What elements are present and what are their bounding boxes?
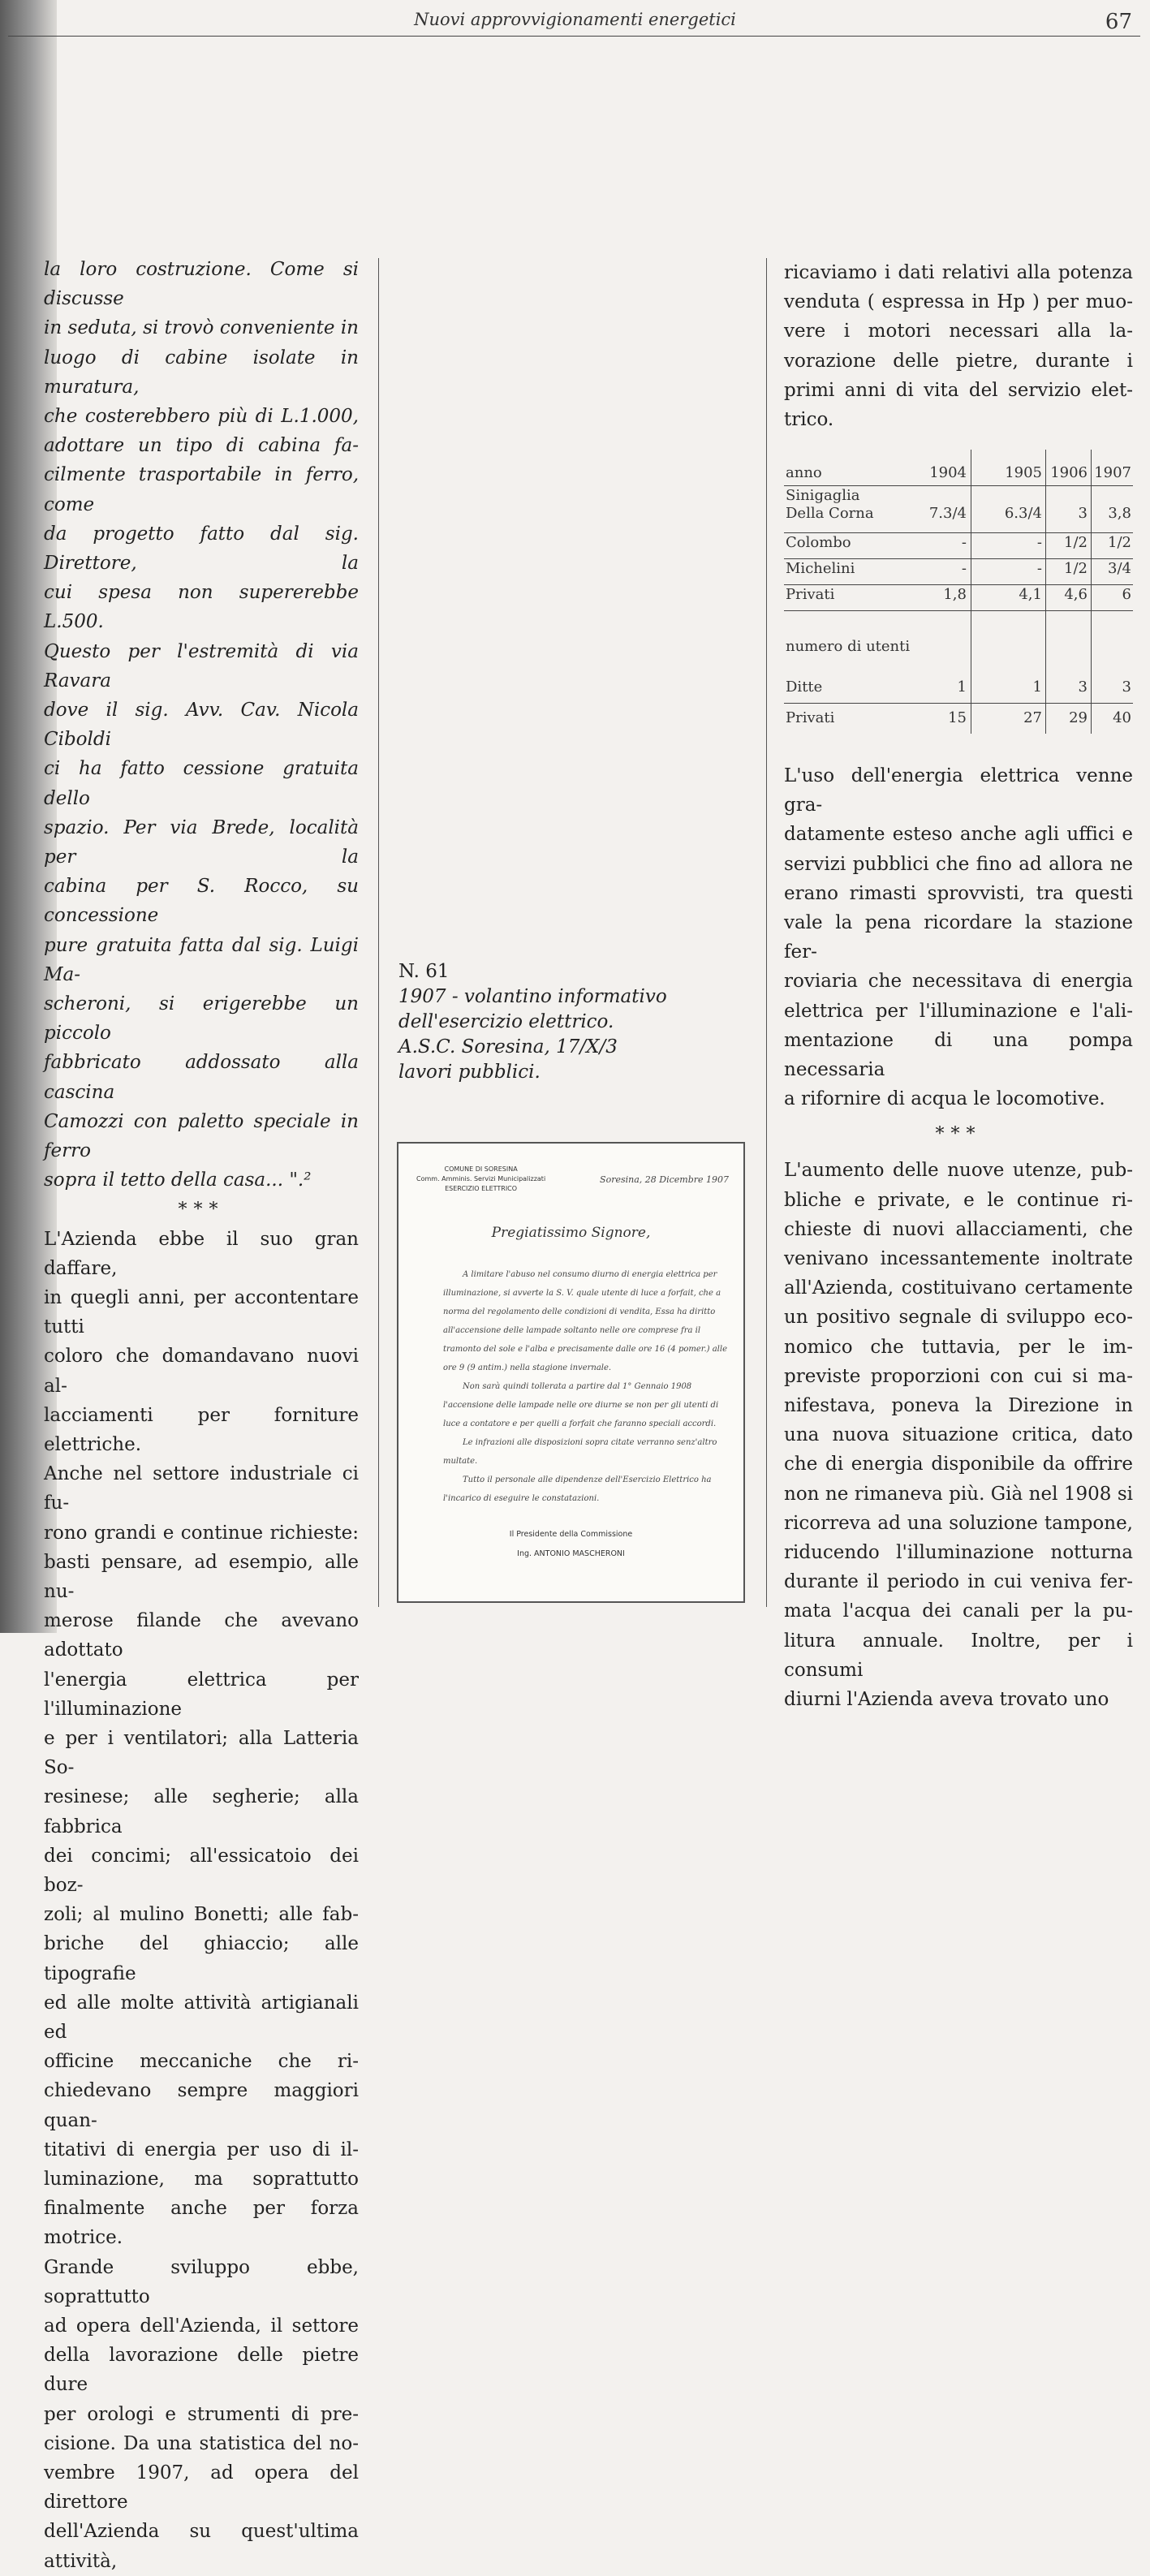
text-line: coloro che domandavano nuovi al-	[44, 1346, 359, 1397]
table-header-cell: anno	[786, 464, 822, 481]
text-line: trico.	[784, 409, 834, 431]
text-line: ad opera dell'Azienda, il settore	[44, 2315, 359, 2337]
flyer-signature	[398, 1525, 743, 1564]
text-line: ci ha fatto cessione gratuita dello	[44, 758, 359, 809]
text-line: Grande sviluppo ebbe, soprattutto	[44, 2256, 359, 2307]
table-cell: 4,6	[1064, 586, 1088, 603]
text-line: L'Azienda ebbe il suo gran daffare,	[44, 1228, 359, 1279]
letterhead-line: ESERCIZIO ELETTRICO	[445, 1185, 518, 1192]
table-cell: 1/2	[1064, 560, 1088, 577]
flyer-image	[397, 1142, 745, 1603]
text-line: vere i motori necessari alla la-	[784, 321, 1133, 342]
letterhead-line: COMUNE DI SORESINA	[444, 1165, 518, 1173]
text-line: ed alle molte attività artigianali ed	[44, 1992, 359, 2043]
table-header-cell: 1905	[1005, 464, 1042, 481]
text-line: un positivo segnale di sviluppo eco-	[784, 1307, 1133, 1329]
table-rule	[784, 485, 1133, 486]
text-line: cilmente trasportabile in ferro, come	[44, 464, 359, 515]
table-cell: 6	[1122, 586, 1131, 603]
body-paragraph	[784, 761, 1133, 1114]
text-line: e per i ventilatori; alla Latteria So-	[44, 1727, 359, 1779]
table-rule	[784, 610, 1133, 611]
table-rule	[784, 532, 1133, 533]
text-line: una nuova situazione critica, dato	[784, 1424, 1133, 1446]
text-line: sopra il tetto della casa... ".²	[44, 1170, 312, 1191]
text-line: servizi pubblici che fino ad allora ne	[784, 853, 1133, 875]
text-line: Questo per l'estremità di via Ravara	[44, 640, 359, 691]
running-title: Nuovi approvvigionamenti energetici	[414, 10, 736, 29]
text-line: della lavorazione delle pietre dure	[44, 2345, 359, 2396]
flyer-paragraph: Non sarà quindi tollerata a partire dal 1° Gennaio 1908 l'accensione delle lampade nelle ore diurne se non per gli utenti di luce a contatore e per quelli a forfait che faranno speciali accordi.	[443, 1382, 719, 1428]
figure-number: N. 61	[398, 961, 450, 982]
text-line: mata l'acqua dei canali per la pu-	[784, 1600, 1133, 1622]
text-line: chieste di nuovi allacciamenti, che	[784, 1218, 1133, 1240]
text-line: erano rimasti sprovvisti, tra questi	[784, 882, 1133, 904]
right-column-body	[784, 761, 1133, 1714]
signature-title: Il Presidente della Commissione	[509, 1530, 633, 1539]
text-line: dei concimi; all'essicatoio dei boz-	[44, 1845, 359, 1896]
column-rule-right	[766, 258, 767, 1607]
text-line: ricaviamo i dati relativi alla potenza	[784, 262, 1133, 283]
text-line: finalmente anche per forza motrice.	[44, 2198, 359, 2249]
text-line: resinese; alle segherie; alla fabbrica	[44, 1786, 359, 1837]
table-cell: 1,8	[943, 586, 967, 603]
table-cell: 3	[1078, 505, 1088, 522]
quoted-passage	[44, 255, 359, 1195]
text-line: scheroni, si erigerebbe un piccolo	[44, 993, 359, 1045]
text-line: nomico che tuttavia, per le im-	[784, 1336, 1133, 1358]
text-line: elettrica per l'illuminazione e l'ali-	[784, 1000, 1133, 1022]
text-line: ricorreva ad una soluzione tampone,	[784, 1512, 1133, 1534]
table-cell: -	[961, 560, 967, 577]
text-line: durante il periodo in cui veniva fer-	[784, 1571, 1133, 1593]
text-line: L'uso dell'energia elettrica venne gra-	[784, 765, 1133, 816]
column-rule-left	[378, 258, 379, 1607]
table-cell: 15	[948, 709, 967, 726]
right-column-intro	[784, 258, 1133, 434]
table-cell: 40	[1113, 709, 1131, 726]
text-line: non ne rimaneva più. Già nel 1908 si	[784, 1483, 1133, 1505]
table-cell: 1	[1032, 678, 1042, 696]
text-line: la loro costruzione. Come si discusse	[44, 259, 359, 310]
text-line: primi anni di vita del servizio elet-	[784, 379, 1133, 401]
table-cell: -	[961, 534, 967, 551]
page-number: 67	[1105, 10, 1132, 34]
table-header-cell: 1907	[1094, 464, 1131, 481]
text-line: l'energia elettrica per l'illuminazione	[44, 1669, 359, 1720]
table-cell: 4,1	[1019, 586, 1042, 603]
text-line: litura annuale. Inoltre, per i consumi	[784, 1630, 1133, 1681]
text-line: cui spesa non supererebbe L.500.	[44, 582, 359, 633]
text-line: venivano incessantemente inoltrate	[784, 1248, 1133, 1270]
text-line: diurni l'Azienda aveva trovato uno	[784, 1689, 1109, 1711]
text-line: riducendo l'illuminazione notturna	[784, 1542, 1133, 1564]
body-text	[44, 1225, 359, 2576]
text-line: pure gratuita fatta dal sig. Luigi Ma-	[44, 934, 359, 985]
text-line: L'aumento delle nuove utenze, pub-	[784, 1160, 1133, 1182]
text-line: vembre 1907, ad opera del direttore	[44, 2462, 359, 2514]
intro-text	[784, 258, 1133, 434]
header-rule	[8, 36, 1140, 37]
table-vline	[1091, 450, 1092, 734]
text-line: vorazione delle pietre, durante i	[784, 350, 1133, 372]
text-line: venduta ( espressa in Hp ) per muo-	[784, 291, 1133, 313]
table-row-label: Michelini	[786, 560, 855, 577]
caption-line: 1907 - volantino informativo	[398, 986, 667, 1007]
table-cell: -	[1036, 534, 1042, 551]
flyer-letterhead	[416, 1165, 545, 1194]
text-line: briche del ghiaccio; alle tipografie	[44, 1933, 359, 1984]
table-subheading-label: numero di utenti	[786, 638, 911, 655]
text-line: nifestava, poneva la Direzione in	[784, 1395, 1133, 1417]
text-line: datamente esteso anche agli uffici e	[784, 824, 1133, 846]
table-rule	[784, 584, 1133, 585]
signature-name: Ing. ANTONIO MASCHERONI	[517, 1549, 625, 1558]
table-row-label: Privati	[786, 709, 835, 726]
table-header-cell: 1904	[929, 464, 967, 481]
text-line: in seduta, si trovò conveniente in	[44, 317, 359, 339]
table-row-label: Colombo	[786, 534, 851, 551]
text-line: dove il sig. Avv. Cav. Nicola Ciboldi	[44, 700, 359, 751]
table-rule	[784, 558, 1133, 559]
text-line: spazio. Per via Brede, località per la	[44, 816, 359, 868]
table-cell: 3	[1078, 678, 1088, 696]
text-line: chiedevano sempre maggiori quan-	[44, 2080, 359, 2131]
table-cell: 3	[1122, 678, 1131, 696]
table-rule	[784, 703, 1133, 704]
left-column	[44, 255, 359, 2576]
text-line: roviaria che necessitava di energia	[784, 971, 1133, 993]
text-line: lacciamenti per forniture elettriche.	[44, 1404, 359, 1455]
table-cell: -	[1036, 560, 1042, 577]
text-line: dell'Azienda su quest'ultima attività,	[44, 2521, 359, 2572]
text-line: Camozzi con paletto speciale in ferro	[44, 1110, 359, 1162]
caption-line: lavori pubblici.	[398, 1062, 541, 1083]
table-row-label: Privati	[786, 586, 835, 603]
text-line: officine meccaniche che ri-	[44, 2051, 359, 2073]
text-line: bliche e private, e le continue ri-	[784, 1189, 1133, 1211]
table-cell: 29	[1069, 709, 1088, 726]
flyer-salutation: Pregiatissimo Signore,	[491, 1225, 651, 1241]
caption-line: dell'esercizio elettrico.	[398, 1011, 614, 1032]
table-cell: 27	[1023, 709, 1042, 726]
flyer-paragraph: A limitare l'abuso nel consumo diurno di energia elettrica per illuminazione, si avverte la S. V. quale utente di luce a forfait, che a norma del regolamento delle condizioni di vendita, Essa ha diritto all'accensione delle lampade soltanto nelle ore comprese fra il tramonto del sole e l'alba e precisamente dalle ore 16 (4 pomer.) alle ore 9 (9 antim.) nella stagione invernale.	[443, 1270, 727, 1372]
table-cell: 3,8	[1108, 505, 1131, 522]
figure-caption	[398, 959, 691, 1085]
flyer-place-date: Soresina, 28 Dicembre 1907	[600, 1174, 729, 1185]
text-line: fabbricato addossato alla cascina	[44, 1052, 359, 1103]
table-cell: 3/4	[1108, 560, 1131, 577]
text-line: Anche nel settore industriale ci fu-	[44, 1463, 359, 1514]
flyer-body	[443, 1265, 731, 1508]
text-line: luminazione, ma soprattutto	[44, 2169, 359, 2190]
text-line: per orologi e strumenti di pre-	[44, 2403, 359, 2425]
table-cell: 7.3/4	[928, 505, 967, 522]
text-line: che costerebbero più di L.1.000,	[44, 406, 359, 428]
text-line: mentazione di una pompa necessaria	[784, 1029, 1133, 1081]
text-line: vale la pena ricordare la stazione fer-	[784, 912, 1133, 963]
text-line: zoli; al mulino Bonetti; alle fab-	[44, 1904, 359, 1926]
flyer-paragraph: Tutto il personale alle dipendenze dell'Esercizio Elettrico ha l'incarico di eseguire le constatazioni.	[443, 1475, 712, 1503]
text-line: cabina per S. Rocco, su concessione	[44, 876, 359, 927]
table-vline	[1045, 450, 1046, 734]
table-row-label: Sinigaglia Della Corna	[786, 487, 874, 522]
caption-line: A.S.C. Soresina, 17/X/3	[398, 1036, 618, 1058]
text-line: basti pensare, ad esempio, alle nu-	[44, 1551, 359, 1602]
text-line: titativi di energia per uso di il-	[44, 2139, 359, 2160]
table-cell: 1/2	[1108, 534, 1131, 551]
flyer-paragraph: Le infrazioni alle disposizioni sopra citate verranno senz'altro multate.	[443, 1438, 717, 1466]
section-separator: ***	[935, 1124, 982, 1145]
table-header-cell: 1906	[1050, 464, 1088, 481]
text-line: all'Azienda, costituivano certamente	[784, 1277, 1133, 1299]
text-line: adottare un tipo di cabina fa-	[44, 435, 359, 457]
table-cell: 6.3/4	[1004, 505, 1042, 522]
table-row-label: Ditte	[786, 678, 823, 696]
text-line: luogo di cabine isolate in muratura,	[44, 347, 359, 398]
text-line: merose filande che avevano adottato	[44, 1610, 359, 1661]
text-line: da progetto fatto dal sig. Direttore, la	[44, 523, 359, 575]
text-line: previste proporzioni con cui si ma-	[784, 1365, 1133, 1387]
text-line: a rifornire di acqua le locomotive.	[784, 1088, 1105, 1110]
text-line: cisione. Da una statistica del no-	[44, 2432, 359, 2454]
table-cell: 1/2	[1064, 534, 1088, 551]
text-line: in quegli anni, per accontentare tutti	[44, 1286, 359, 1338]
text-line: che di energia disponibile da offrire	[784, 1454, 1133, 1475]
text-line: rono grandi e continue richieste:	[44, 1522, 359, 1544]
table-cell: 1	[957, 678, 967, 696]
section-separator: ***	[178, 1199, 225, 1220]
letterhead-line: Comm. Amminis. Servizi Municipalizzati	[416, 1175, 546, 1182]
body-paragraph	[784, 1156, 1133, 1714]
